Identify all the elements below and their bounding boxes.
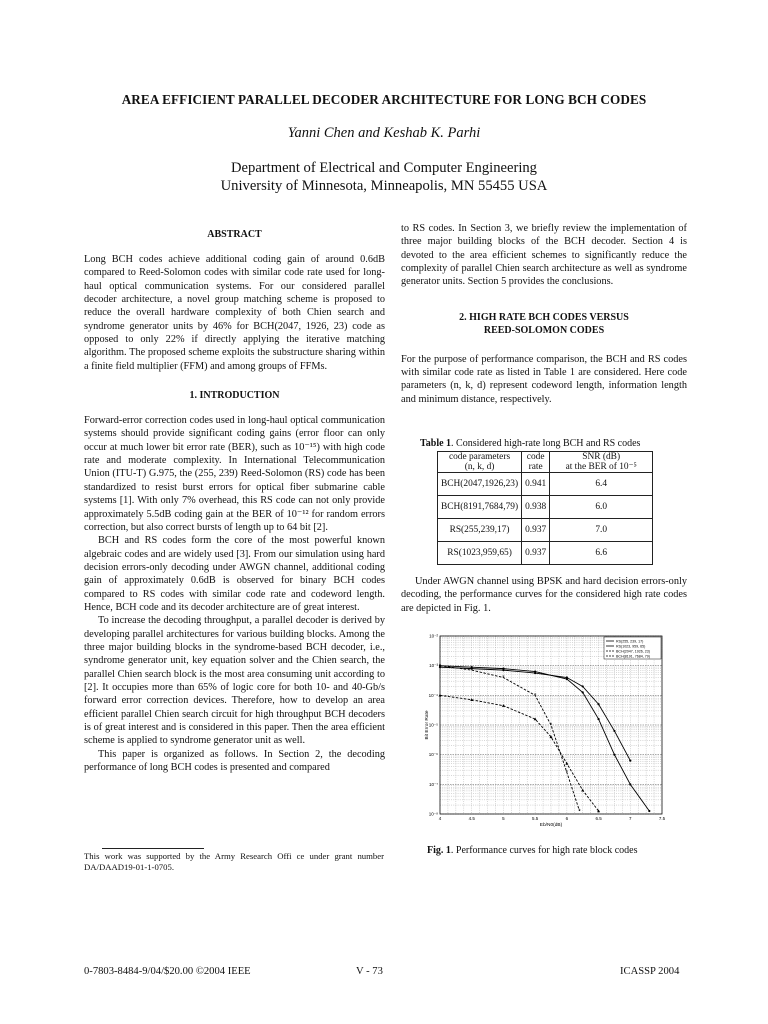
data-point: *	[533, 692, 537, 699]
department: Department of Electrical and Computer Engineering	[231, 160, 537, 176]
x-tick-label: 4.5	[468, 816, 475, 821]
intro-paragraph-4: This paper is organized as follows. In Section 2, the decoding performance of long BCH codes is presented and compared	[84, 748, 385, 774]
y-tick-label: 10⁻⁸	[428, 811, 438, 817]
data-point: *	[578, 808, 581, 815]
figure1-label: Fig. 1	[427, 845, 451, 856]
y-tick-label: 10⁻³	[429, 663, 438, 669]
x-tick-label: 5	[502, 816, 505, 821]
data-point	[648, 810, 650, 812]
y-tick-label: 10⁻⁵	[428, 722, 438, 728]
table1	[437, 451, 653, 565]
awgn-paragraph: Under AWGN channel using BPSK and hard decision errors-only decoding, the performance curves for the considered high rate codes are depicted in Fig. 1.	[401, 576, 687, 614]
footnote-rule	[102, 848, 204, 849]
data-point: *	[502, 675, 505, 682]
legend-entry: BCH(8191, 7684, 79)	[616, 654, 650, 659]
abstract-heading: ABSTRACT	[207, 229, 262, 240]
data-point	[582, 685, 584, 687]
section2-heading	[401, 311, 687, 337]
x-axis-label: Eb/N0(dB)	[539, 823, 563, 828]
data-point	[629, 783, 631, 785]
data-point	[629, 760, 631, 762]
legend-entry: RS(255, 239, 17)	[616, 639, 644, 644]
section2-heading-line2: REED-SOLOMON CODES	[483, 324, 605, 336]
y-tick-label: 10⁻²	[429, 633, 438, 639]
table-row: RS(255,239,17) 0.937 7.0	[438, 519, 653, 542]
awgn-block	[401, 575, 687, 615]
left-column	[84, 228, 385, 774]
x-tick-label: 6.5	[595, 816, 602, 821]
paper-title: AREA EFFICIENT PARALLEL DECODER ARCHITECTURE FOR LONG BCH CODES	[121, 92, 647, 107]
data-point	[566, 678, 568, 680]
table-header-cell: SNR (dB) at the BER of 10⁻⁵	[550, 452, 653, 473]
data-point: *	[470, 667, 473, 674]
intro-paragraph-3: To increase the decoding throughput, a parallel decoder is derived by developing parallel architectures for various building blocks. Among the three major building blocks in the syndrome-based BCH decoder, i.e., syndrome generator unit, key equation solver and the Chien search, the parallel Chien search block is the most area consuming unit according to [2]. It occupies more than 65% of logic core for both 10- and 40-Gb/s forward error correction devices. Therefore, how to develop an area efficient parallel Chien search circuit for high throughput BCH decoders is of great interest and is considered in this paper. Then the area efficient scheme is applied to syndrome generator unit as well.	[84, 615, 385, 747]
y-tick-label: 10⁻⁷	[428, 781, 438, 787]
y-tick-label: 10⁻⁶	[428, 752, 438, 758]
series-line	[440, 666, 580, 811]
figure1-caption	[427, 845, 637, 856]
figure1-caption-text: . Performance curves for high rate block codes	[450, 845, 638, 856]
data-point	[582, 691, 584, 693]
table-header-row	[438, 452, 653, 473]
data-point	[502, 704, 505, 707]
table1-caption	[420, 438, 640, 449]
legend-entry: BCH(2047, 1926, 23)	[616, 649, 650, 654]
x-tick-label: 4	[438, 816, 442, 821]
intro-paragraph-2: BCH and RS codes form the core of the most powerful known algebraic codes and are widely used [3]. From our simulation using hard decision errors-only decoding under AWGN channel, additional coding gain of approximately 0.6dB is observed for binary BCH codes compared to RS codes with similar code rate and codeword length. Hence, BCH code and its decoder architecture are of great interest.	[84, 535, 385, 613]
table-header-cell: code rate	[522, 452, 550, 473]
data-point	[502, 668, 504, 670]
y-tick-label: 10⁻⁴	[428, 692, 438, 698]
abstract-text: Long BCH codes achieve additional coding gain of around 0.6dB compared to Reed-Solomon codes with similar code rate used for long-haul optical communication systems. For our considered parallel decoder architecture, a novel group matching scheme is proposed to reduce the overall hardware complexity of both Chien search and syndrome generator units by 46% for BCH(2047, 1926, 23) code as opposed to only 22% if directly applying the iterative matching algorithm. The proposed scheme exploits the substructure sharing within a finite field multiplier (FFM) and among groups of FFMs.	[84, 254, 385, 372]
section2-heading-line1: 2. HIGH RATE BCH CODES VERSUS	[459, 311, 629, 323]
table-header-cell: code parameters (n, k, d)	[438, 452, 522, 473]
footer-page-number: V - 73	[356, 966, 383, 977]
x-tick-label: 7.5	[658, 816, 666, 821]
table1-label: Table 1	[420, 438, 452, 449]
x-tick-label: 6	[565, 816, 569, 821]
table-row: BCH(2047,1926,23) 0.941 6.4	[438, 473, 653, 496]
footnote: This work was supported by the Army Research Offi ce under grant number DA/DAAD19-01-1-0705.	[84, 851, 384, 872]
footer-conference: ICASSP 2004	[620, 966, 680, 977]
section2-paragraph: For the purpose of performance comparison, the BCH and RS codes with similar code rate as listed in Table 1 are considered. Here code parameters (n, k, d) represent codeword length, information length and minimum distance, respectively.	[401, 353, 687, 405]
data-point: *	[438, 663, 442, 670]
university: University of Minnesota, Minneapolis, MN 55455 USA	[220, 178, 548, 194]
intro-heading: 1. INTRODUCTION	[189, 390, 280, 402]
data-point: *	[565, 770, 569, 777]
ber-chart	[422, 628, 668, 828]
right-column	[401, 222, 687, 406]
intro-continuation: to RS codes. In Section 3, we briefly review the implementation of three major building blocks of the BCH decoder. Section 4 is devoted to the area efficient schemes to significantly reduce the complexity of parallel Chien search architecture as well as syndrome generator units. Section 5 provides the conclusions.	[401, 223, 687, 288]
intro-paragraph-1: Forward-error correction codes used in long-haul optical communication systems should provide significant coding gains (error floor can only occur at much lower bit error rate (BER), such as 10⁻¹⁵) with high code rate and moderate complexity. In International Telecommunication Union (ITU-T) G.975, the (255, 239) Reed-Solomon (RS) code has been standardized to resist burst errors for optical fiber submarine cable systems [1]. With only 7% overhead, this RS code can not only provide approximately 5.5dB coding gain at the BER of 10⁻¹² for random errors correction, but also correct bursts of length up to 64 bit [2].	[84, 415, 385, 533]
table1-caption-text: . Considered high-rate long BCH and RS codes	[451, 438, 641, 449]
table-row: BCH(8191,7684,79) 0.938 6.0	[438, 496, 653, 519]
data-point: *	[549, 722, 553, 729]
authors: Yanni Chen and Keshab K. Parhi	[287, 125, 481, 141]
data-point	[613, 754, 615, 756]
legend-entry: RS(1023, 959, 65)	[616, 644, 646, 649]
y-axis-label: Bit Error Rate	[425, 710, 430, 740]
data-point	[613, 730, 615, 732]
data-point	[597, 718, 599, 720]
x-tick-label: 7	[629, 816, 632, 821]
table-row: RS(1023,959,65) 0.937 6.6	[438, 542, 653, 565]
data-point	[534, 671, 536, 673]
footer-copyright: 0-7803-8484-9/04/$20.00 ©2004 IEEE	[84, 966, 251, 977]
x-tick-label: 5.5	[532, 816, 539, 821]
data-point	[597, 703, 599, 705]
affiliation	[40, 159, 728, 195]
